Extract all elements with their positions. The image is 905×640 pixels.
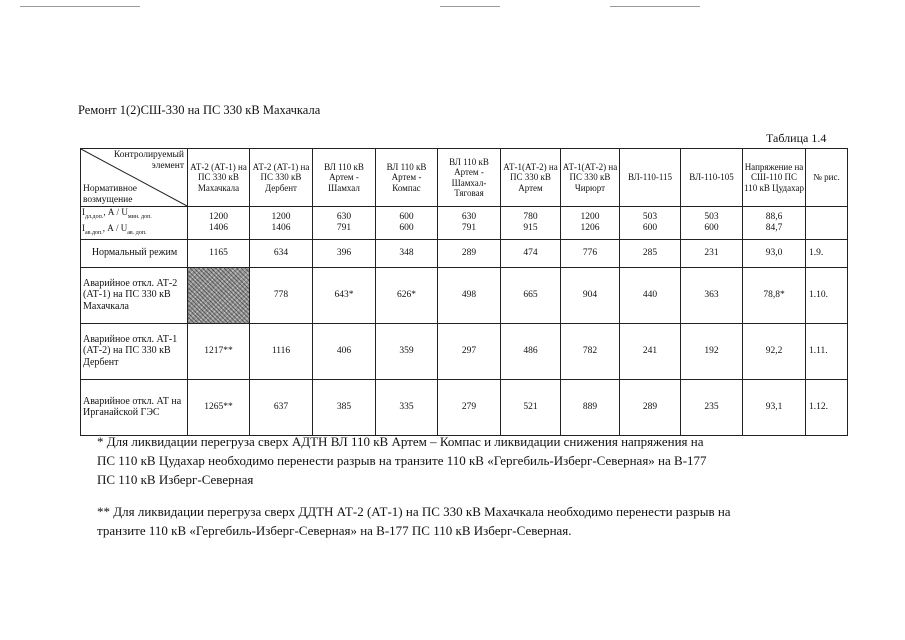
table-header-row: [81, 149, 848, 207]
column-header: ВЛ-110-105: [681, 149, 743, 207]
row-label: Аварийное откл. АТ на Ирганайской ГЭС: [81, 379, 188, 435]
limits-cell: 780 915: [501, 207, 561, 240]
column-header: ВЛ 110 кВ Артем - Компас: [376, 149, 438, 207]
value-cell: 665: [501, 267, 561, 323]
value-cell: 396: [313, 239, 376, 267]
column-header: АТ-1(АТ-2) на ПС 330 кВ Чирюрт: [561, 149, 620, 207]
figure-number-cell: 1.9.: [806, 239, 848, 267]
value-cell: 1116: [250, 323, 313, 379]
footnote-single-asterisk: [97, 432, 797, 489]
limits-cell-empty: [806, 207, 848, 240]
footnote-line: ** Для ликвидации перегруза сверх ДДТН АТ-2 (АТ-1) на ПС 330 кВ Махачкала необходимо перенести разрыв на: [97, 504, 731, 519]
limits-cell: 1200 1406: [250, 207, 313, 240]
corner-bottom-text: Нормативное возмущение: [83, 184, 138, 205]
load-flow-table: [80, 148, 848, 436]
footnote-line: транзите 110 кВ «Гергебиль-Изберг-Северная» на В-177 ПС 110 кВ Изберг-Северная.: [97, 523, 572, 538]
limits-cell: 503 600: [681, 207, 743, 240]
value-cell: 93,0: [743, 239, 806, 267]
value-cell: 348: [376, 239, 438, 267]
scan-artifact-line: [20, 6, 140, 7]
value-cell: 486: [501, 323, 561, 379]
value-cell: 385: [313, 379, 376, 435]
column-header: ВЛ 110 кВ Артем - Шамхал-Тяговая: [438, 149, 501, 207]
value-cell: 192: [681, 323, 743, 379]
row-label: Нормальный режим: [81, 239, 188, 267]
table-row: [81, 379, 848, 435]
value-cell: 1165: [188, 239, 250, 267]
value-cell: 1265**: [188, 379, 250, 435]
value-cell: 776: [561, 239, 620, 267]
limits-row: [81, 207, 848, 240]
value-cell: 406: [313, 323, 376, 379]
table-row: [81, 323, 848, 379]
value-cell: 440: [620, 267, 681, 323]
table-row: [81, 239, 848, 267]
footnote-line: ПС 110 кВ Изберг-Северная: [97, 472, 254, 487]
value-cell: 521: [501, 379, 561, 435]
corner-top-text: Контролируемый элемент: [113, 150, 184, 171]
value-cell: 92,2: [743, 323, 806, 379]
column-header: ВЛ-110-115: [620, 149, 681, 207]
figure-number-cell: 1.11.: [806, 323, 848, 379]
value-cell: 626*: [376, 267, 438, 323]
limits-label: $I_{дл.доп.}$, А / $U_{мин. доп.}$ $I_{ав.доп.}$, А / $U_{ав. доп.}$: [81, 207, 188, 240]
value-cell: 904: [561, 267, 620, 323]
value-cell: 279: [438, 379, 501, 435]
footnote-double-asterisk: [97, 502, 817, 540]
column-header: ВЛ 110 кВ Артем - Шамхал: [313, 149, 376, 207]
footnote-line: * Для ликвидации перегруза сверх АДТН ВЛ 110 кВ Артем – Компас и ликвидации снижения напряжения на: [97, 434, 704, 449]
value-cell: 285: [620, 239, 681, 267]
column-header: Напряжение на СШ-110 ПС 110 кВ Цудахар: [743, 149, 806, 207]
footnote-line: ПС 110 кВ Цудахар необходимо перенести разрыв на транзите 110 кВ «Гергебиль-Изберг-Северная» на В-177: [97, 453, 707, 468]
value-cell: 637: [250, 379, 313, 435]
value-cell: 93,1: [743, 379, 806, 435]
value-cell: 78,8*: [743, 267, 806, 323]
table-row: [81, 267, 848, 323]
value-cell: 241: [620, 323, 681, 379]
figure-number-cell: 1.12.: [806, 379, 848, 435]
limits-cell: 630 791: [313, 207, 376, 240]
limits-cell: 1200 1206: [561, 207, 620, 240]
value-cell: 231: [681, 239, 743, 267]
limits-cell: 1200 1406: [188, 207, 250, 240]
value-cell: 289: [620, 379, 681, 435]
value-cell: 782: [561, 323, 620, 379]
value-cell: 778: [250, 267, 313, 323]
limits-cell: 503 600: [620, 207, 681, 240]
column-header: № рис.: [806, 149, 848, 207]
page-heading: Ремонт 1(2)СШ-330 на ПС 330 кВ Махачкала: [78, 103, 321, 117]
figure-number-cell: 1.10.: [806, 267, 848, 323]
hatched-cell: [188, 267, 250, 323]
limits-cell: 630 791: [438, 207, 501, 240]
value-cell: 359: [376, 323, 438, 379]
value-cell: 235: [681, 379, 743, 435]
column-header: АТ-2 (АТ-1) на ПС 330 кВ Дербент: [250, 149, 313, 207]
column-header: АТ-2 (АТ-1) на ПС 330 кВ Махачкала: [188, 149, 250, 207]
corner-header-cell: [81, 149, 188, 207]
limits-cell: 600 600: [376, 207, 438, 240]
value-cell: 297: [438, 323, 501, 379]
value-cell: 1217**: [188, 323, 250, 379]
value-cell: 335: [376, 379, 438, 435]
value-cell: 634: [250, 239, 313, 267]
value-cell: 474: [501, 239, 561, 267]
table-number-label: Таблица 1.4: [766, 131, 827, 145]
row-label: Аварийное откл. АТ-1 (АТ-2) на ПС 330 кВ Дербент: [81, 323, 188, 379]
row-label: Аварийное откл. АТ-2 (АТ-1) на ПС 330 кВ Махачкала: [81, 267, 188, 323]
value-cell: 498: [438, 267, 501, 323]
value-cell: 289: [438, 239, 501, 267]
column-header: АТ-1(АТ-2) на ПС 330 кВ Артем: [501, 149, 561, 207]
scan-artifact-line: [440, 6, 500, 7]
limits-cell: 88,6 84,7: [743, 207, 806, 240]
scan-artifact-line: [610, 6, 700, 7]
value-cell: 363: [681, 267, 743, 323]
value-cell: 889: [561, 379, 620, 435]
value-cell: 643*: [313, 267, 376, 323]
